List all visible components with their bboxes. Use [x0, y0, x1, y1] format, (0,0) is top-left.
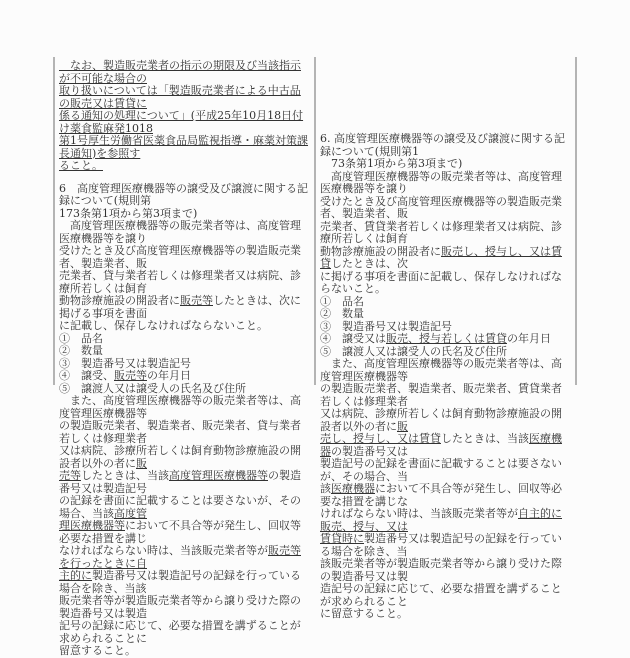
underlined-amendment: 高度管理医療機器等 [169, 469, 268, 482]
underlined-amendment: 販売等を行ったときに自 [59, 544, 301, 570]
text-line [59, 495, 309, 520]
text-segment: において不具合等が発生し、回収等必要な措置を講じな [320, 482, 562, 508]
text-segment: したときは、次に掲げる事項を書面 [59, 294, 301, 320]
underlined-amendment: 理医療機器等 [59, 519, 125, 532]
text-segment: に掲げる事項を書面に記載し、保存しなければならないこと。 [320, 269, 562, 295]
text-line [320, 508, 570, 533]
text-line [59, 595, 309, 620]
text-segment: 製造番号又は製造記号の記録を行っている場合を除き、当該 [59, 569, 301, 595]
text-segment: 受けたとき及び高度管理医療機器等の製造販売業者、製造業者、販 [320, 194, 562, 220]
right-column [320, 133, 570, 621]
text-line [320, 221, 570, 246]
text-segment: 製造番号又は製造記号の記録を行っている場合を除き、当 [320, 532, 562, 558]
text-segment: 6 高度管理医療機器等の譲受及び譲渡に関する記録について(規則第 [59, 181, 308, 207]
underlined-amendment: 販売、授与若しくは賃貸 [386, 332, 507, 345]
underlined-amendment: 販売し、授与し、又は賃貸 [320, 244, 562, 270]
text-segment: の記録を書面に記載することは要さないが、その場合、当該 [59, 494, 301, 520]
text-line [59, 570, 309, 595]
text-segment: に記載し、保存しなければならないこと。 [59, 319, 268, 332]
text-segment: の製造販売業者、製造業者、販売業者、貸与業者若しくは修理業者 [59, 419, 301, 445]
text-segment: 高度管理医療機器等の販売業者等は、高度管理医療機器等を譲り [320, 169, 562, 195]
underlined-amendment: 取り扱いについては「製造販売業者による中古品の販売又は賃貸に [59, 84, 301, 110]
right-body [320, 171, 570, 621]
text-segment: ⑤ 譲渡人又は譲受人の氏名及び住所 [320, 344, 507, 358]
underlined-amendment: 高度管 [114, 506, 147, 520]
text-line [59, 110, 309, 135]
text-segment: 73条第1項から第3項まで) [320, 157, 463, 170]
text-segment: 該販売業者等が製造販売業者等から譲り受けた際の製造番号又は製 [320, 557, 562, 583]
underlined-amendment: ること。 [59, 159, 103, 172]
text-segment: 動物診療施設の開設者に [320, 244, 441, 258]
text-line [59, 395, 309, 420]
text-line [320, 171, 570, 196]
text-line [59, 85, 309, 110]
text-segment: 製造記号の記録を書面に記載することは要さないが、その場合、当 [320, 457, 562, 483]
text-line [59, 245, 309, 270]
text-segment: 該 [320, 482, 331, 495]
left-heading [59, 183, 309, 221]
text-line [320, 558, 570, 583]
text-segment: の年月日 [147, 369, 191, 382]
left-note [59, 60, 309, 173]
text-segment: の年月日 [507, 332, 551, 345]
text-segment: ③ 製造番号又は製造記号 [59, 356, 191, 370]
table-border-left [53, 57, 55, 385]
text-segment: ④ 譲受又は [320, 332, 386, 345]
left-body [59, 220, 309, 658]
text-segment: 6. 高度管理医療機器等の譲受及び譲渡に関する記録について(規則第1 [320, 132, 565, 158]
text-line [59, 645, 309, 658]
text-segment: 動物診療施設の開設者に [59, 294, 180, 307]
text-line [59, 520, 309, 545]
left-column [59, 60, 309, 658]
text-line [59, 295, 309, 320]
underlined-amendment: 主的に [59, 569, 92, 582]
text-segment: ければならない時は、当該販売業者等が [320, 507, 518, 520]
text-segment: 造記号の記録に応じて、必要な措置を講ずることが求められること [320, 582, 562, 608]
table-border-middle [314, 57, 316, 385]
underlined-amendment: 係る通知の処理について」(平成25年10月18日付け薬食監麻発1018 [59, 109, 304, 135]
text-segment: ④ 譲受、 [59, 369, 114, 382]
underlined-amendment: なお、製造販売業者の指示の期限及び当該指示が不可能な場合の [59, 59, 301, 85]
text-segment: において不具合等が発生し、回収等必要な措置を講じ [59, 519, 301, 545]
text-line [320, 246, 570, 271]
text-segment: また、高度管理医療機器等の販売業者等は、高度管理医療機器等 [59, 394, 301, 420]
text-segment: 又は病院、診療所若しくは飼育動物診療施設の開設者以外の者に [320, 407, 562, 433]
text-line [59, 60, 309, 85]
right-heading [320, 133, 570, 171]
text-segment: ⑤ 譲渡人又は譲受人の氏名及び住所 [59, 381, 246, 395]
text-segment: なければならない時は、当該販売業者等が [59, 544, 268, 557]
text-segment: ② 数量 [320, 307, 364, 320]
text-line [320, 133, 570, 158]
underlined-amendment: 販 [397, 419, 408, 433]
text-line [59, 160, 309, 173]
text-line [320, 271, 570, 296]
text-segment: 受けたとき及び高度管理医療機器等の製造販売業者、製造業者、販 [59, 244, 301, 270]
text-segment: 又は病院、診療所若しくは飼育動物診療施設の開設者以外の者に [59, 444, 301, 470]
text-segment: したときは、当該 [81, 469, 169, 482]
text-segment: 高度管理医療機器等の販売業者等は、高度管理医療機器等を譲り [59, 219, 301, 245]
text-line [320, 196, 570, 221]
text-segment: ② 数量 [59, 344, 103, 357]
text-line [320, 433, 570, 458]
text-line [320, 583, 570, 608]
text-segment: ① 品名 [59, 331, 103, 345]
text-segment: 販売業者等が製造販売業者等から譲り受けた際の製造番号又は製造 [59, 594, 301, 620]
text-segment: ③ 製造番号又は製造記号 [320, 319, 452, 333]
table-border-right [575, 57, 577, 385]
text-line [320, 358, 570, 383]
underlined-amendment: 売等 [59, 469, 81, 482]
text-line [59, 545, 309, 570]
text-segment: の製造番号又は [331, 444, 408, 458]
text-segment: 173条第1項から第3項まで) [59, 206, 198, 220]
text-line [320, 608, 570, 621]
text-line [59, 620, 309, 645]
text-segment: の製造番号又は製造記号 [59, 469, 301, 495]
text-line [59, 420, 309, 445]
text-segment: の製造販売業者、製造業者、販売業者、賃貸業者若しくは修理業者 [320, 382, 562, 408]
text-line [59, 270, 309, 295]
text-segment: ① 品名 [320, 294, 364, 308]
text-segment: したときは、次 [331, 257, 408, 270]
underlined-amendment: 第1号厚生労働省医薬食品局監視指導・麻薬対策課長通知)を参照す [59, 134, 308, 160]
underlined-amendment: 医療機器 [320, 432, 562, 458]
text-segment: に留意すること。 [320, 607, 408, 620]
underlined-amendment: 賃貸時に [320, 532, 364, 545]
underlined-amendment: 売し、授与し、又は賃貸 [320, 432, 441, 445]
text-segment: 記号の記録に応じて、必要な措置を講ずることが求められることに [59, 619, 301, 645]
text-line [59, 183, 309, 208]
text-line [320, 533, 570, 558]
text-line [59, 135, 309, 160]
underlined-amendment: 販売等 [114, 369, 147, 382]
text-segment: 売業者、賃貸業者若しくは修理業者又は病院、診療所若しくは飼育 [320, 219, 562, 245]
text-segment: したときは、当該 [441, 432, 529, 445]
text-line [320, 458, 570, 483]
text-segment: 留意すること。 [59, 644, 136, 657]
text-line [59, 445, 309, 470]
underlined-amendment: 販売等 [180, 294, 213, 307]
text-segment: また、高度管理医療機器等の販売業者等は、高度管理医療機器等 [320, 357, 562, 383]
underlined-amendment: 販 [136, 456, 147, 470]
text-line [320, 383, 570, 408]
underlined-amendment: 自主的に販売、授与、又は [320, 507, 562, 533]
text-line [59, 220, 309, 245]
text-line [59, 470, 309, 495]
underlined-amendment: 医療機器 [331, 482, 375, 495]
text-line [320, 483, 570, 508]
text-line [320, 408, 570, 433]
text-segment: 売業者、貸与業者若しくは修理業者又は病院、診療所若しくは飼育 [59, 269, 301, 295]
